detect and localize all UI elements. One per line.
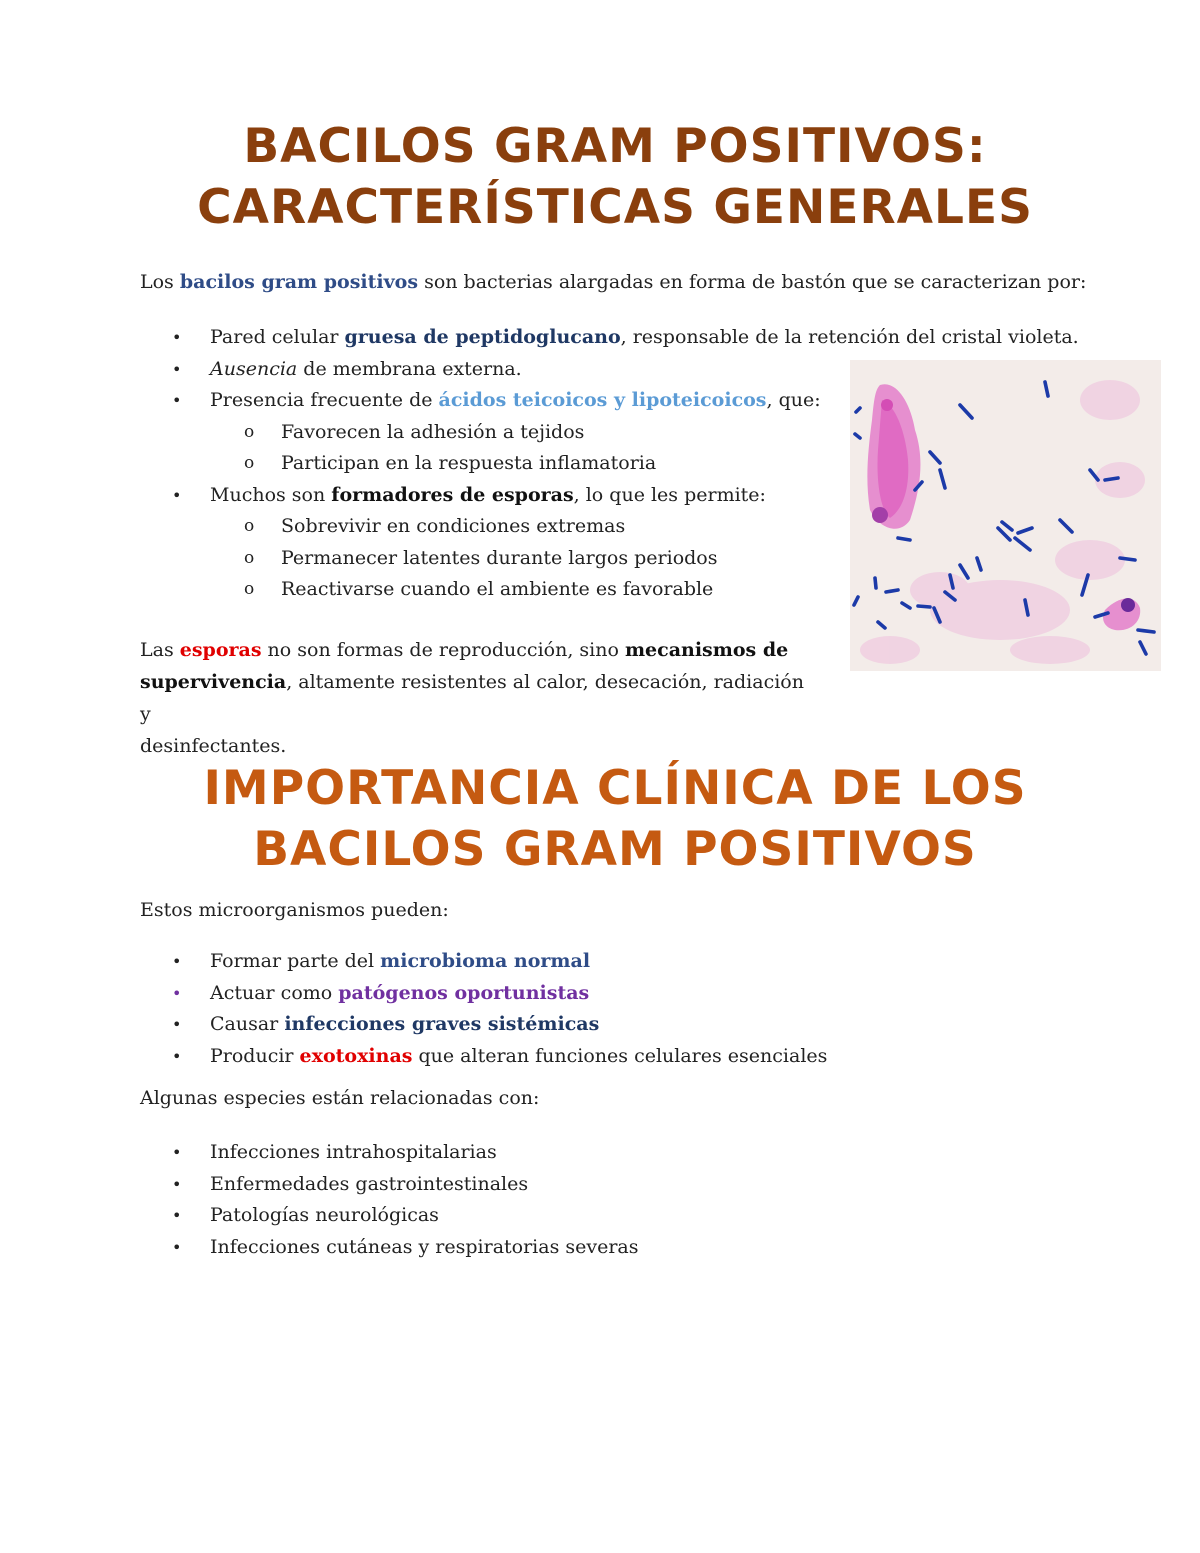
section1-title: BACILOS GRAM POSITIVOS: CARACTERÍSTICAS GENERALES bbox=[197, 119, 1033, 235]
sub-list-item: o Reactivarse cuando el ambiente es favorable bbox=[244, 578, 714, 600]
list-item: • Presencia frecuente de ácidos teicoicos y lipoteicoicos, que: bbox=[172, 389, 821, 411]
section1-intro: Los bacilos gram positivos son bacterias alargadas en forma de bastón que se caracterizan por: bbox=[140, 271, 1087, 293]
sub-list-item: o Participan en la respuesta inflamatoria bbox=[244, 452, 657, 474]
list-item: • Infecciones intrahospitalarias bbox=[172, 1141, 497, 1163]
list-item: • Enfermedades gastrointestinales bbox=[172, 1172, 529, 1195]
list-item: • Infecciones cutáneas y respiratorias severas bbox=[172, 1235, 639, 1258]
spores-paragraph: Las esporas no son formas de reproducción, sino mecanismos de supervivencia, altamente resistentes al calor, desecación, radiación y desinfectantes. bbox=[140, 639, 804, 757]
gram-stain-micrograph-icon bbox=[850, 360, 1161, 671]
section2-title: IMPORTANCIA CLÍNICA DE LOS BACILOS GRAM POSITIVOS bbox=[203, 761, 1027, 877]
list-item: • Patologías neurológicas bbox=[172, 1204, 439, 1226]
diseases-list bbox=[140, 1137, 639, 1263]
list-item: • Causar infecciones graves sistémicas bbox=[172, 1013, 600, 1035]
list-item: • Producir exotoxinas que alteran funciones celulares esenciales bbox=[172, 1044, 828, 1067]
section2-intro: Estos microorganismos pueden: bbox=[140, 899, 449, 921]
sub-list-item: o Permanecer latentes durante largos periodos bbox=[244, 546, 718, 569]
list-item: • Pared celular gruesa de peptidoglucano, responsable de la retención del cristal violeta. bbox=[172, 326, 1079, 348]
clinical-list bbox=[140, 946, 827, 1072]
section2-intro2: Algunas especies están relacionadas con: bbox=[140, 1087, 540, 1109]
list-item: • Actuar como patógenos oportunistas bbox=[172, 981, 590, 1004]
list-item: • Formar parte del microbioma normal bbox=[172, 950, 591, 972]
sub-list-item: o Sobrevivir en condiciones extremas bbox=[244, 515, 626, 537]
sub-list-item: o Favorecen la adhesión a tejidos bbox=[244, 420, 585, 443]
list-item: • Muchos son formadores de esporas, lo que les permite: bbox=[172, 483, 766, 506]
list-item: • Ausencia de membrana externa. bbox=[172, 357, 522, 380]
